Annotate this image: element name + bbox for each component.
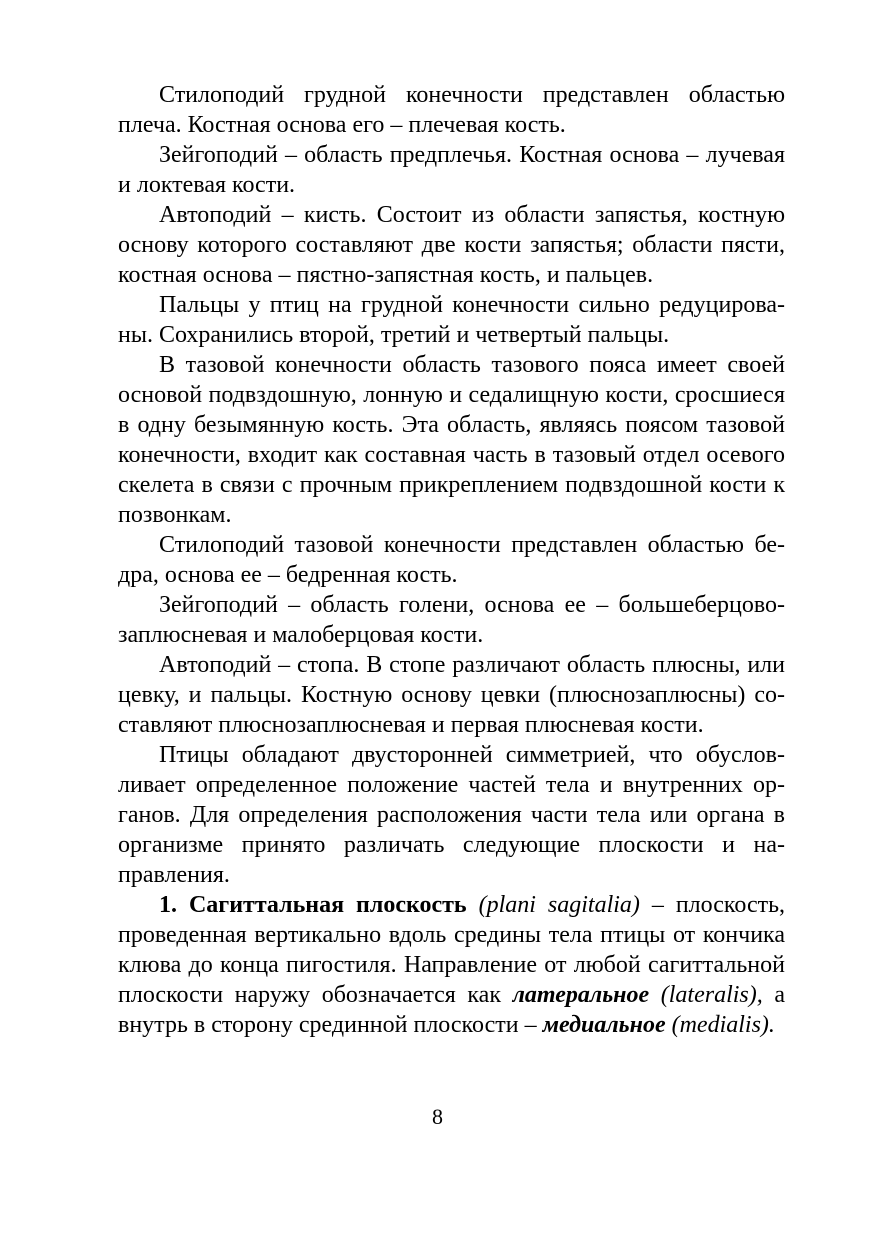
paragraph-zeugopodium-thoracic: Зейгоподий – область предплечья. Костная основа – лучевая и локтевая кости. — [118, 142, 785, 198]
paragraph-pelvic-girdle: В тазовой конечности область тазового пояса имеет своей основой подвздошную, лонную и седалищную кости, сросшиеся в одну безымянную кость. Эта область, являясь поясом тазовой конечности, входит как составная часть в тазовый отдел осевого скелета в связи с прочным прикреплением подвздошной кости к позвонкам. — [118, 352, 785, 528]
paragraph-sagittal-plane — [118, 890, 785, 1040]
sagittal-text-2: а внутрь в сторону срединной плоскости – — [118, 982, 786, 1038]
paragraph-autopodium-thoracic: Автоподий – кисть. Состоит из области запястья, костную основу которого составляют две кости запястья; области пясти, костная основа – пястно-запястная кость, и пальцев. — [118, 202, 785, 288]
paragraph-zeugopodium-pelvic: Зейгоподий – область голени, основа ее – большеберцово-заплюсневая и малоберцовая кости. — [118, 592, 785, 648]
paragraph-autopodium-pelvic: Автоподий – стопа. В стопе различают область плюсны, или цевку, и пальцы. Костную основу цевки (плюснозаплюсны) составляют плюснозаплюсневая и первая плюсневая кости. — [118, 652, 785, 738]
paragraph-fingers: Пальцы у птиц на грудной конечности сильно редуцированы. Сохранились второй, третий и четвертый пальцы. — [118, 292, 785, 348]
term-lateral: латеральное — [512, 982, 650, 1008]
term-sagittal-latin: (plani sagitalia) — [478, 892, 640, 918]
paragraph-symmetry: Птицы обладают двусторонней симметрией, что обусловливает определенное положение частей тела и внутренних органов. Для определения расположения части тела или органа в организме принято различать следующие плоскости и направления. — [118, 742, 785, 888]
page-body — [118, 80, 785, 1040]
paragraph-stylopodium-pelvic: Стилоподий тазовой конечности представлен областью бедра, основа ее – бедренная кость. — [118, 532, 785, 588]
sagittal-text-1: – плоскость, проведенная вертикально вдоль средины тела птицы от кончика клюва до конца пигостиля. Направление от любой сагиттальной плоскости наружу обозначается как — [118, 892, 786, 1008]
term-sagittal-plane: Сагиттальная плоскость — [188, 892, 467, 918]
term-medial-latin: (medialis). — [671, 1012, 775, 1038]
paragraph-stylopodium-thoracic: Стилоподий грудной конечности представлен областью плеча. Костная основа его – плечевая кость. — [118, 82, 785, 138]
page-number: 8 — [432, 1104, 443, 1129]
list-number: 1. — [159, 892, 177, 918]
term-lateral-latin: (lateralis), — [660, 982, 763, 1008]
term-medial: медиальное — [542, 1012, 666, 1038]
